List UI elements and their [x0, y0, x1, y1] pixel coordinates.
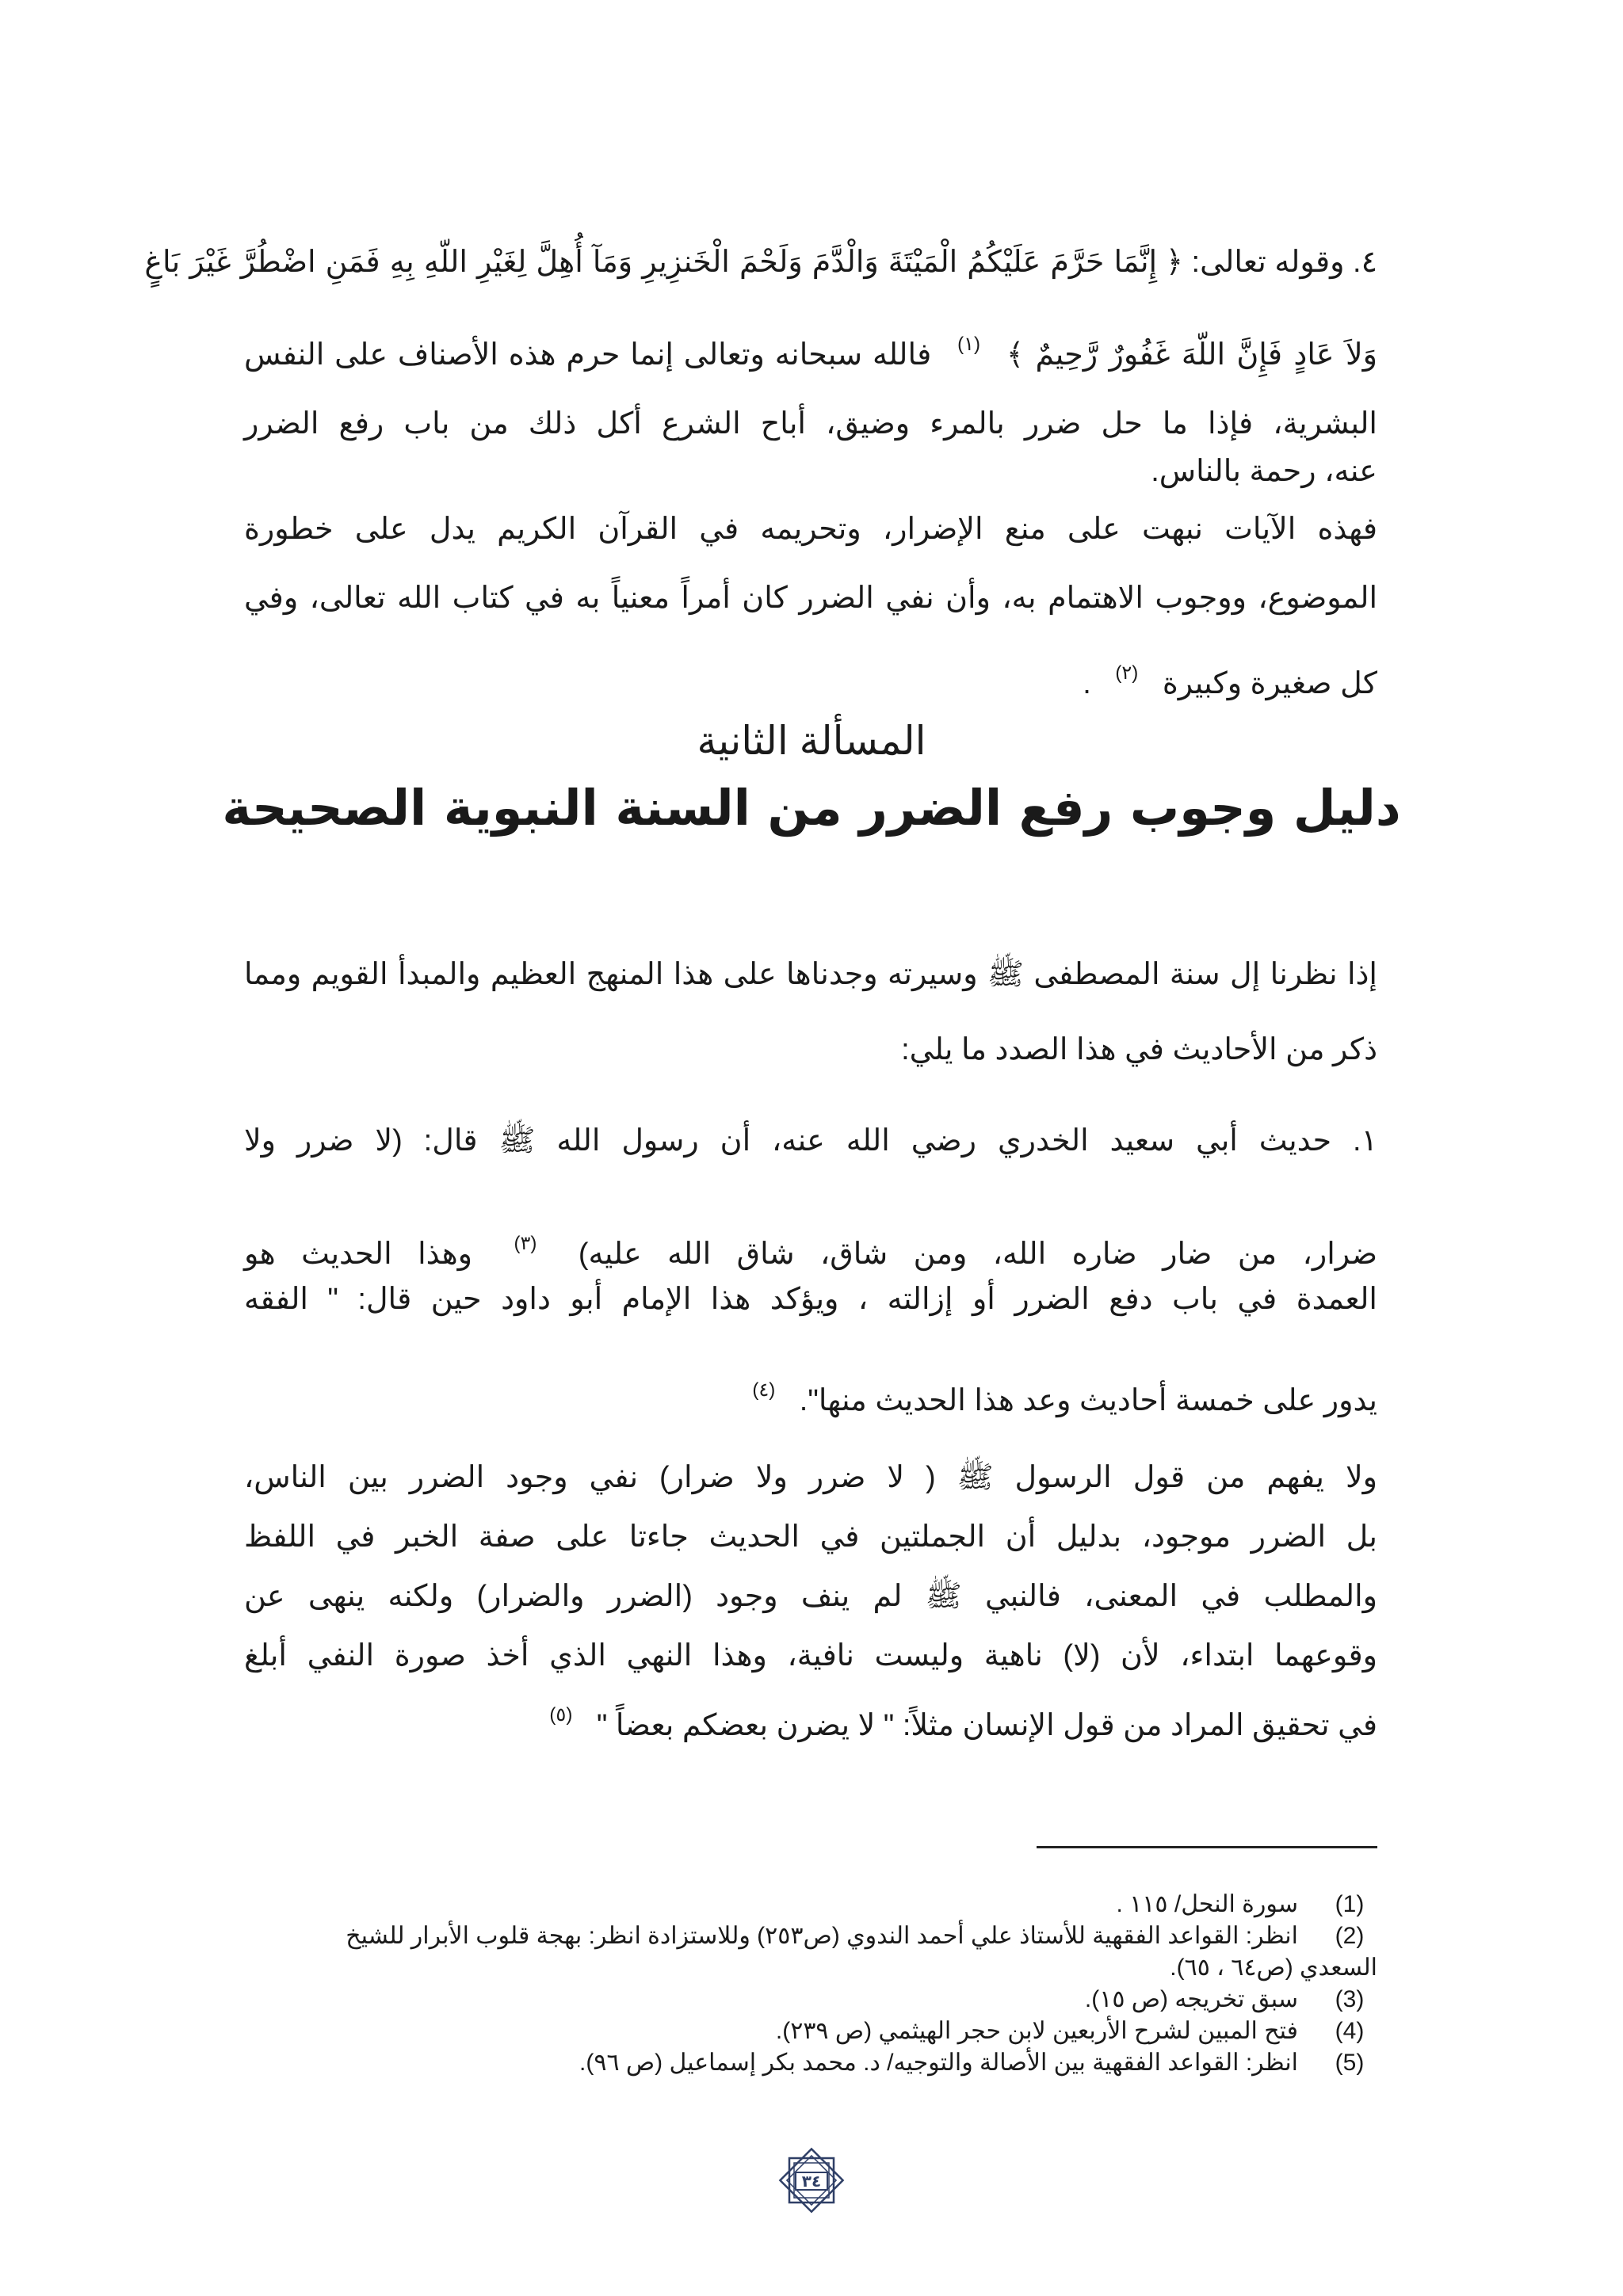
footnote-ref-4[interactable]: (٤)	[752, 1379, 776, 1401]
footnote-4	[244, 2016, 1377, 2046]
body-line: ذكر من الأحاديث في هذا الصدد ما يلي:	[901, 1033, 1377, 1066]
body-text: فالله سبحانه وتعالى إنما حرم هذه الأصناف على النفس	[244, 338, 932, 372]
octagram-frame-icon	[772, 2141, 851, 2220]
footnote-2-continued	[244, 1953, 1377, 1983]
body-line	[244, 650, 1377, 707]
body-line	[244, 1691, 1377, 1749]
quran-verse-end: وَلاَ عَادٍ فَإِنَّ اللّهَ غَفُورٌ رَّحِيمٌ ﴾	[1006, 337, 1377, 372]
body-line: بل الضرر موجود، بدليل أن الجملتين في الحديث جاءتا على صفة الخبر في اللفظ	[244, 1520, 1377, 1554]
body-line: عنه، رحمة بالناس.	[1151, 455, 1377, 488]
footnote-number: (1)	[1335, 1891, 1365, 1917]
quran-verse: إِنَّمَا حَرَّمَ عَلَيْكُمُ الْمَيْتَةَ وَالْدَّمَ وَلَحْمَ الْخَنزِيرِ وَمَآ أُهِلَّ لِغَيْرِ اللّهِ بِهِ فَمَنِ اضْطُرَّ غَيْرَ بَاغٍ	[144, 244, 1158, 279]
body-line	[244, 1367, 1377, 1425]
body-line: العمدة في باب دفع الضرر أو إزالته ، ويؤكد هذا الإمام أبو داود حين قال: " الفقه	[244, 1283, 1377, 1316]
body-text: ضرار، من ضار ضاره الله، ومن شاق، شاق الله عليه)	[578, 1238, 1378, 1271]
body-line: فهذه الآيات نبهت على منع الإضرار، وتحريمه في القرآن الكريم يدل على خطورة	[244, 513, 1377, 546]
hadith-line: ١. حديث أبي سعيد الخدري رضي الله عنه، أن رسول الله ﷺ قال: (لا ضرر ولا	[244, 1124, 1377, 1158]
body-line: الموضوع، ووجوب الاهتمام به، وأن نفي الضرر كان أمراً معنياً به في كتاب الله تعالى، وفي	[244, 582, 1377, 615]
page-number: ٣٤	[801, 2172, 822, 2191]
body-text: كل صغيرة وكبيرة	[1162, 667, 1377, 700]
body-line: ولا يفهم من قول الرسول ﷺ ( لا ضرر ولا ضرار) نفي وجود الضرر بين الناس،	[244, 1461, 1377, 1494]
period: .	[1083, 667, 1091, 700]
footnote-text: انظر: القواعد الفقهية للأستاذ علي أحمد الندوي (ص٢٥٣) وللاستزادة انظر: بهجة قلوب الأبرار للشيخ	[346, 1923, 1298, 1949]
hadith-line	[244, 1220, 1377, 1278]
item-number-4: ٤. وقوله تعالى: ﴿	[1165, 246, 1377, 279]
section-title: دليل وجوب رفع الضرر من السنة النبوية الصحيحة	[222, 779, 1401, 837]
footnote-5	[244, 2048, 1377, 2078]
body-text: في تحقيق المراد من قول الإنسان مثلاً: " لا يضرن بعضكم بعضاً "	[596, 1709, 1377, 1742]
footnote-ref-3[interactable]: (٣)	[514, 1233, 537, 1254]
body-line: إذا نظرنا إل سنة المصطفى ﷺ وسيرته وجدناها على هذا المنهج العظيم والمبدأ القويم ومما	[244, 958, 1377, 991]
body-text: وهذا الحديث هو	[244, 1238, 473, 1271]
footnote-2	[244, 1921, 1377, 1951]
footnote-text: انظر: القواعد الفقهية بين الأصالة والتوجيه/ د. محمد بكر إسماعيل (ص ٩٦).	[579, 2050, 1298, 2076]
footnote-3	[244, 1985, 1377, 2015]
footnote-separator	[1037, 1846, 1377, 1848]
footnote-number: (2)	[1335, 1923, 1365, 1949]
footnote-text: سورة النحل/ ١١٥ .	[1116, 1891, 1298, 1917]
footnote-number: (4)	[1335, 2018, 1365, 2044]
footnote-number: (5)	[1335, 2050, 1365, 2076]
footnote-ref-1[interactable]: (١)	[957, 334, 980, 355]
footnote-ref-2[interactable]: (٢)	[1115, 662, 1139, 684]
verse-line-1	[144, 238, 1377, 286]
body-line: وقوعهما ابتداء، لأن (لا) ناهية وليست نافية، وهذا النهي الذي أخذ صورة النفي أبلغ	[244, 1639, 1377, 1672]
page-number-ornament	[772, 2141, 851, 2220]
footnote-text: فتح المبين لشرح الأربعين لابن حجر الهيثمي (ص ٢٣٩).	[775, 2018, 1298, 2044]
verse-line-2	[244, 321, 1377, 379]
footnote-number: (3)	[1335, 1986, 1365, 2012]
body-text: يدور على خمسة أحاديث وعد هذا الحديث منها".	[799, 1384, 1377, 1417]
body-line: والمطلب في المعنى، فالنبي ﷺ لم ينف وجود (الضرر والضرار) ولكنه ينهى عن	[244, 1580, 1377, 1613]
footnote-text: السعدي (ص٦٤ ، ٦٥).	[1170, 1955, 1377, 1981]
footnote-text: سبق تخريجه (ص ١٥).	[1084, 1986, 1298, 2012]
footnote-ref-5[interactable]: (٥)	[549, 1704, 573, 1726]
body-line: البشرية، فإذا ما حل ضرر بالمرء وضيق، أباح الشرع أكل ذلك من باب رفع الضرر	[244, 407, 1377, 441]
footnote-1	[244, 1890, 1377, 1920]
section-subtitle: المسألة الثانية	[697, 719, 926, 763]
